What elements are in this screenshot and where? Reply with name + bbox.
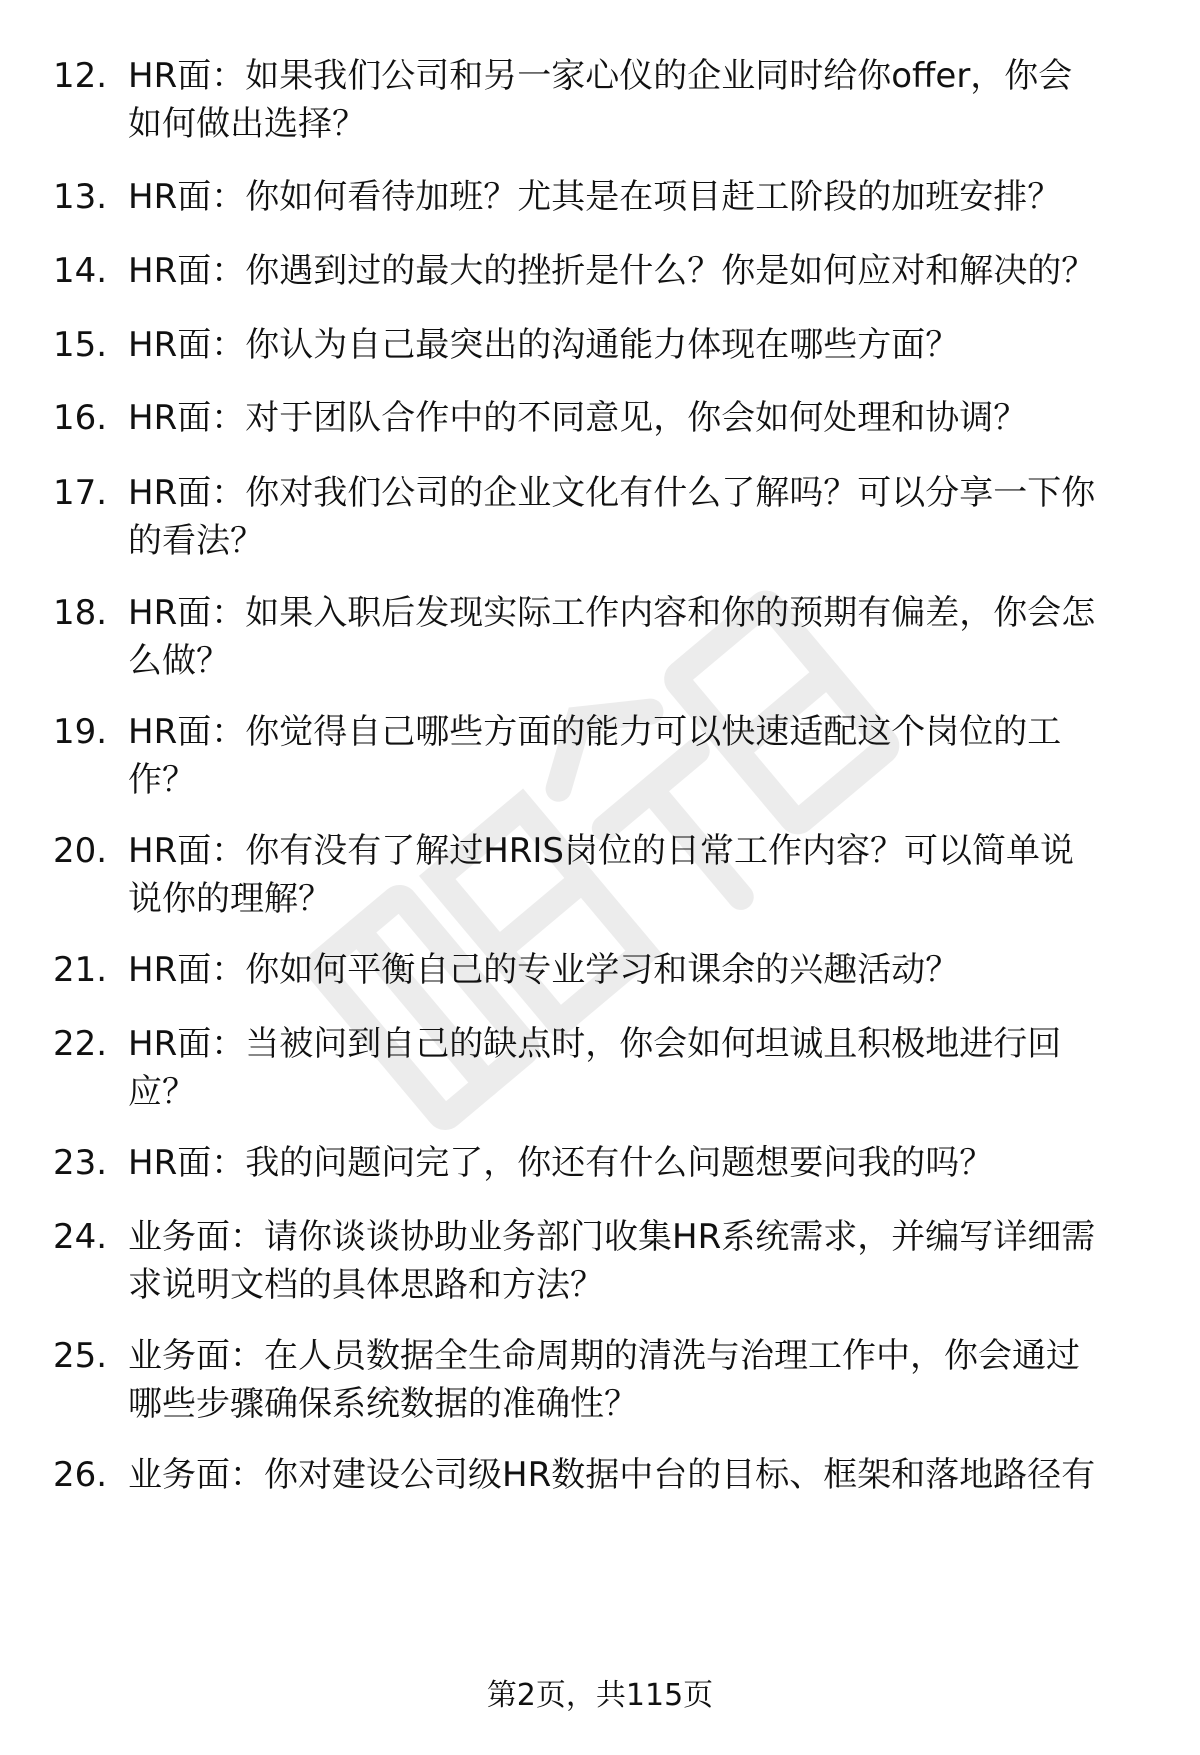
- item-text-line: 哪些步骤确保系统数据的准确性？: [128, 1384, 638, 1424]
- item-text: [128, 1139, 1158, 1187]
- item-text-line: 求说明文档的具体思路和方法？: [128, 1265, 604, 1305]
- item-text-line: HR面：当被问到自己的缺点时，你会如何坦诚且积极地进行回: [128, 1024, 1062, 1064]
- item-text-line: HR面：你有没有了解过HRIS岗位的日常工作内容？可以简单说: [128, 831, 1074, 871]
- item-number: 19.: [53, 712, 108, 752]
- item-text: [128, 394, 1158, 442]
- item-number: 23.: [53, 1143, 108, 1183]
- item-number: 20.: [53, 831, 108, 871]
- item-text-line: 业务面：你对建设公司级HR数据中台的目标、框架和落地路径有: [128, 1455, 1096, 1495]
- item-text-line: HR面：对于团队合作中的不同意见，你会如何处理和协调？: [128, 398, 1028, 438]
- item-number: 12.: [53, 56, 108, 96]
- page-footer: 第2页，共115页: [486, 1678, 714, 1713]
- item-text-line: 说你的理解？: [128, 879, 332, 919]
- item-number: 21.: [53, 950, 108, 990]
- item-text-line: 业务面：请你谈谈协助业务部门收集HR系统需求，并编写详细需: [128, 1217, 1096, 1257]
- item-text: [128, 589, 1158, 685]
- item-text: [128, 321, 1158, 369]
- item-text: [128, 1451, 1158, 1499]
- item-text: [128, 827, 1158, 923]
- item-text: [128, 708, 1158, 804]
- item-text-line: HR面：我的问题问完了，你还有什么问题想要问我的吗？: [128, 1143, 994, 1183]
- item-text-line: 如何做出选择？: [128, 104, 366, 144]
- item-text: [128, 173, 1158, 221]
- item-text-line: HR面：你认为自己最突出的沟通能力体现在哪些方面？: [128, 325, 960, 365]
- item-text-line: HR面：你对我们公司的企业文化有什么了解吗？可以分享一下你: [128, 473, 1096, 513]
- item-text-line: HR面：你觉得自己哪些方面的能力可以快速适配这个岗位的工: [128, 712, 1062, 752]
- item-text: [128, 1332, 1158, 1428]
- item-text-line: HR面：如果我们公司和另一家心仪的企业同时给你offer，你会: [128, 56, 1073, 96]
- item-text: [128, 1020, 1158, 1116]
- item-number: 25.: [53, 1336, 108, 1376]
- item-text-line: HR面：你如何看待加班？尤其是在项目赶工阶段的加班安排？: [128, 177, 1062, 217]
- item-number: 26.: [53, 1455, 108, 1495]
- item-number: 15.: [53, 325, 108, 365]
- item-text-line: HR面：你遇到过的最大的挫折是什么？你是如何应对和解决的？: [128, 251, 1096, 291]
- item-text-line: 应？: [128, 1072, 196, 1112]
- item-number: 16.: [53, 398, 108, 438]
- item-number: 17.: [53, 473, 108, 513]
- item-text: [128, 247, 1158, 295]
- item-text: [128, 1213, 1158, 1309]
- item-text: [128, 52, 1158, 148]
- item-text: [128, 946, 1158, 994]
- item-text-line: 作？: [128, 760, 196, 800]
- item-number: 24.: [53, 1217, 108, 1257]
- item-number: 18.: [53, 593, 108, 633]
- item-number: 22.: [53, 1024, 108, 1064]
- item-text: [128, 469, 1158, 565]
- item-text-line: 的看法？: [128, 521, 264, 561]
- item-text-line: HR面：如果入职后发现实际工作内容和你的预期有偏差，你会怎: [128, 593, 1096, 633]
- item-number: 14.: [53, 251, 108, 291]
- item-text-line: 业务面：在人员数据全生命周期的清洗与治理工作中，你会通过: [128, 1336, 1080, 1376]
- item-number: 13.: [53, 177, 108, 217]
- item-text-line: 么做？: [128, 641, 230, 681]
- item-text-line: HR面：你如何平衡自己的专业学习和课余的兴趣活动？: [128, 950, 960, 990]
